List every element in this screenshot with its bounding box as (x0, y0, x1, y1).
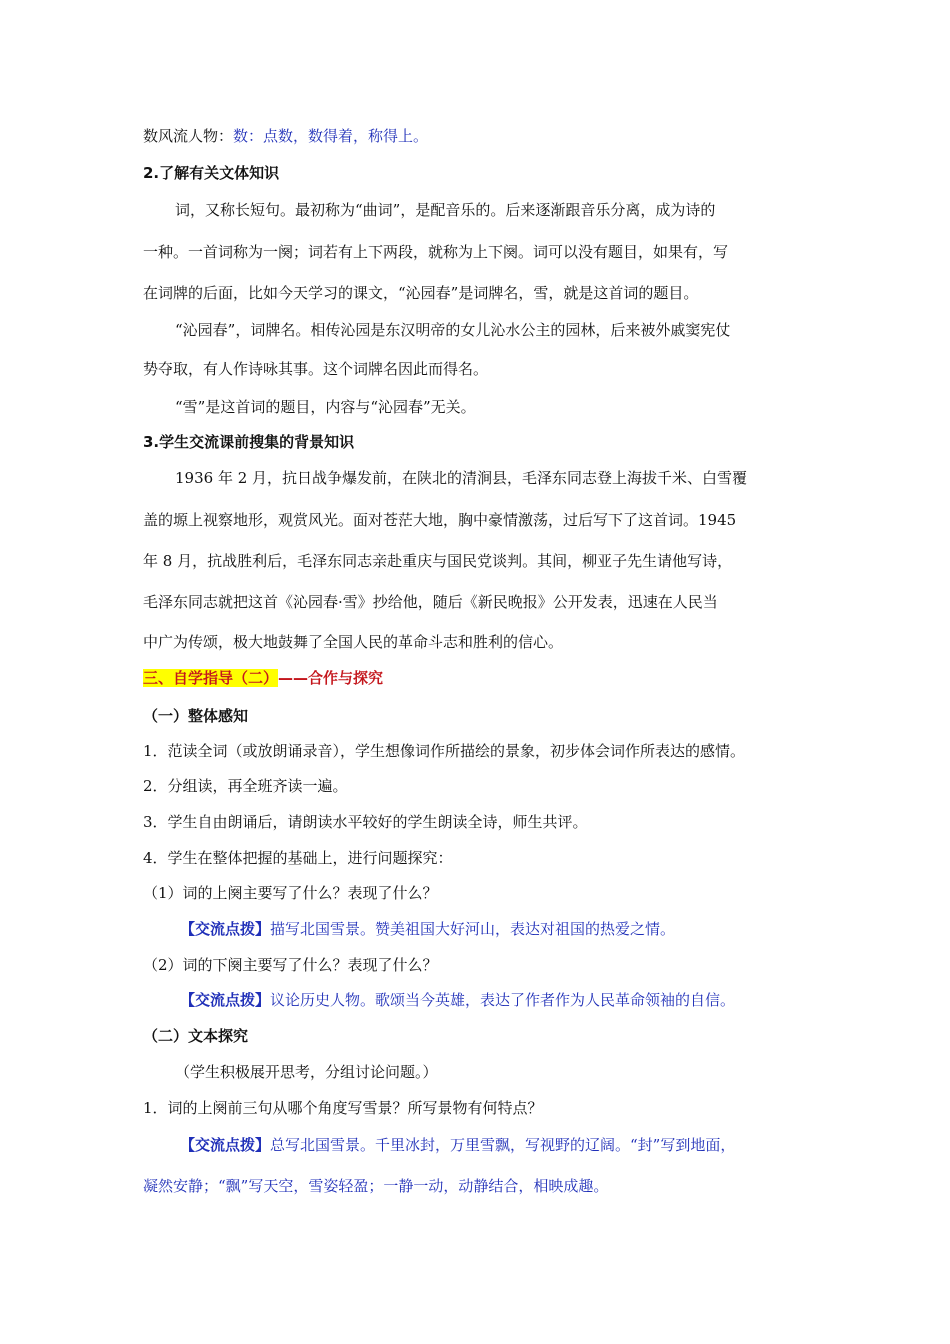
answer-2-text: 议论历史人物。歌颂当今英雄，表达了作者作为人民革命领袖的自信。 (270, 991, 736, 1009)
question-3: 1．词的上阕前三句从哪个角度写雪景？所写景物有何特点？ (143, 1099, 543, 1117)
step-2: 2．分组读，再全班齐读一遍。 (143, 777, 348, 795)
step-1: 1．范读全词（或放朗诵录音），学生想像词作所描绘的景象，初步体会词作所表达的感情。 (143, 742, 746, 760)
para-bg-line-3: 年 8 月，抗战胜利后，毛泽东同志亲赴重庆与国民党谈判。其间，柳亚子先生请他写诗， (143, 552, 733, 570)
subheading-overall: （一）整体感知 (143, 707, 249, 725)
para-bg-line-4: 毛泽东同志就把这首《沁园春·雪》抄给他，随后《新民晚报》公开发表，迅速在人民当 (143, 593, 718, 611)
answer-2-tag: 【交流点拨】 (180, 991, 271, 1009)
answer-3-tag: 【交流点拨】 (180, 1136, 271, 1154)
para-qinyuanchun-line-1: “沁园春”，词牌名。相传沁园是东汉明帝的女儿沁水公主的园林，后来被外戚窦宪仗 (175, 321, 731, 339)
step-3: 3．学生自由朗诵后，请朗读水平较好的学生朗读全诗，师生共评。 (143, 813, 588, 831)
para-bg-line-1: 1936 年 2 月，抗日战争爆发前，在陕北的清涧县，毛泽东同志登上海拔千米、白雪覆 (175, 469, 748, 487)
line-shu-fengliu (143, 126, 428, 146)
question-2: （2）词的下阕主要写了什么？表现了什么？ (143, 956, 438, 974)
para-xue-title: “雪”是这首词的题目，内容与“沁园春”无关。 (175, 398, 476, 416)
para-bg-line-5: 中广为传颂，极大地鼓舞了全国人民的革命斗志和胜利的信心。 (143, 633, 564, 651)
section-three-highlight: 三、自学指导（二） (143, 669, 279, 687)
answer-3-text-1: 总写北国雪景。千里冰封，万里雪飘，写视野的辽阔。“封”写到地面， (270, 1136, 736, 1154)
discussion-note: （学生积极展开思考，分组讨论问题。） (175, 1063, 438, 1081)
answer-3-line-1 (180, 1135, 735, 1155)
heading-background: 3.学生交流课前搜集的背景知识 (143, 433, 355, 451)
term-label: 数风流人物： (143, 127, 234, 145)
question-1: （1）词的上阕主要写了什么？表现了什么？ (143, 884, 438, 902)
para-bg-line-2: 盖的塬上视察地形，观赏风光。面对苍茫大地，胸中豪情激荡，过后写下了这首词。1945 (143, 511, 737, 529)
answer-3-line-2: 凝然安静；“飘”写天空，雪姿轻盈；一静一动，动静结合，相映成趣。 (143, 1177, 609, 1195)
para-ci-line-2: 一种。一首词称为一阕；词若有上下两段，就称为上下阕。词可以没有题目，如果有，写 (143, 243, 729, 261)
answer-1-tag: 【交流点拨】 (180, 920, 271, 938)
para-qinyuanchun-line-2: 势夺取，有人作诗咏其事。这个词牌名因此而得名。 (143, 360, 489, 378)
section-three-heading (143, 668, 383, 688)
step-4: 4．学生在整体把握的基础上，进行问题探究： (143, 849, 453, 867)
answer-2 (180, 990, 735, 1010)
answer-1-text: 描写北国雪景。赞美祖国大好河山，表达对祖国的热爱之情。 (270, 920, 676, 938)
section-three-subtitle: ——合作与探究 (278, 669, 384, 687)
heading-wenti: 2.了解有关文体知识 (143, 164, 280, 182)
para-ci-line-3: 在词牌的后面，比如今天学习的课文，“沁园春”是词牌名，雪，就是这首词的题目。 (143, 284, 699, 302)
para-ci-line-1: 词，又称长短句。最初称为“曲词”，是配音乐的。后来逐渐跟音乐分离，成为诗的 (175, 201, 716, 219)
subheading-text-explore: （二）文本探究 (143, 1027, 249, 1045)
answer-1 (180, 919, 675, 939)
term-explanation: 数：点数，数得着，称得上。 (233, 127, 429, 145)
